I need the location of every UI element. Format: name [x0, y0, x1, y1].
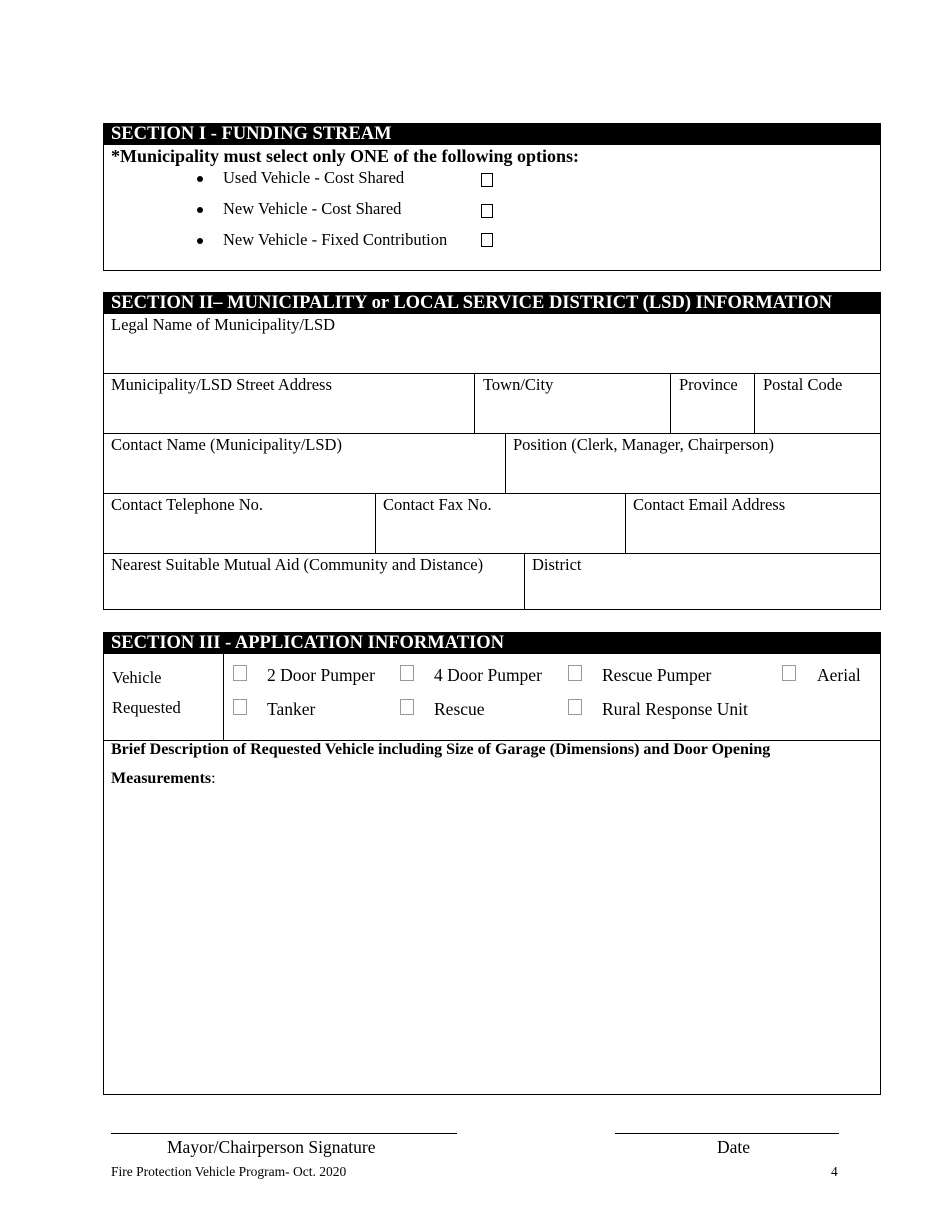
vehicle-label: Vehicle [112, 668, 162, 687]
footer-page-number: 4 [831, 1164, 838, 1179]
mutual-aid-field[interactable] [104, 576, 523, 609]
legal-name-label: Legal Name of Municipality/LSD [111, 315, 336, 334]
bullet-icon [197, 238, 203, 244]
telephone-label: Contact Telephone No. [111, 495, 264, 514]
town-city-field[interactable] [475, 396, 670, 433]
funding-option-used-cost-shared-checkbox[interactable] [481, 173, 493, 187]
description-label-line1: Brief Description of Requested Vehicle including Size of Garage (Dimensions) and Door Opening [111, 741, 771, 758]
section1-instruction: *Municipality must select only ONE of the following options: [111, 146, 580, 166]
vehicle-rescue-pumper-checkbox[interactable] [568, 665, 582, 681]
section1-header: SECTION I - FUNDING STREAM [103, 123, 881, 145]
funding-option-label: New Vehicle - Cost Shared [223, 199, 402, 218]
section3-header: SECTION III - APPLICATION INFORMATION [103, 632, 881, 654]
funding-option-new-fixed-contribution-checkbox[interactable] [481, 233, 493, 247]
vehicle-tanker-checkbox[interactable] [233, 699, 247, 715]
vehicle-type-label: Rescue [434, 699, 485, 719]
description-label-line2 [111, 770, 216, 788]
mutual-aid-label: Nearest Suitable Mutual Aid (Community and Distance) [111, 555, 484, 574]
postal-code-label: Postal Code [763, 375, 843, 394]
bullet-icon [197, 207, 203, 213]
contact-name-field[interactable] [104, 456, 504, 493]
province-label: Province [679, 375, 738, 394]
town-city-label: Town/City [483, 375, 554, 394]
fax-label: Contact Fax No. [383, 495, 492, 514]
position-label: Position (Clerk, Manager, Chairperson) [513, 435, 774, 454]
district-field[interactable] [525, 576, 880, 609]
district-label: District [532, 555, 582, 574]
funding-option-label: New Vehicle - Fixed Contribution [223, 230, 448, 249]
vehicle-type-label: Rescue Pumper [602, 665, 712, 685]
description-colon: : [211, 770, 216, 787]
section2-header: SECTION II– MUNICIPALITY or LOCAL SERVICE DISTRICT (LSD) INFORMATION [103, 292, 881, 314]
vehicle-rescue-checkbox[interactable] [400, 699, 414, 715]
divider [223, 654, 224, 740]
bullet-icon [197, 176, 203, 182]
funding-option-label: Used Vehicle - Cost Shared [223, 168, 405, 187]
divider [103, 433, 881, 434]
mayor-signature-label: Mayor/Chairperson Signature [167, 1137, 376, 1157]
vehicle-type-label: Aerial [817, 665, 861, 685]
footer-program: Fire Protection Vehicle Program- Oct. 2020 [111, 1164, 347, 1179]
funding-option-new-cost-shared-checkbox[interactable] [481, 204, 493, 218]
telephone-field[interactable] [104, 516, 374, 553]
fax-field[interactable] [376, 516, 624, 553]
email-label: Contact Email Address [633, 495, 786, 514]
legal-name-field[interactable] [104, 336, 880, 373]
vehicle-type-label: Tanker [267, 699, 316, 719]
postal-code-field[interactable] [755, 396, 880, 433]
position-field[interactable] [506, 456, 880, 493]
contact-name-label: Contact Name (Municipality/LSD) [111, 435, 342, 454]
vehicle-4-door-pumper-checkbox[interactable] [400, 665, 414, 681]
date-line[interactable] [615, 1133, 839, 1134]
description-label-bold: Measurements [111, 770, 212, 787]
vehicle-2-door-pumper-checkbox[interactable] [233, 665, 247, 681]
vehicle-rural-response-unit-checkbox[interactable] [568, 699, 582, 715]
street-address-label: Municipality/LSD Street Address [111, 375, 332, 394]
vehicle-type-label: 4 Door Pumper [434, 665, 542, 685]
email-field[interactable] [626, 516, 880, 553]
divider [103, 553, 881, 554]
divider [103, 373, 881, 374]
requested-label: Requested [112, 698, 181, 717]
divider [103, 493, 881, 494]
street-address-field[interactable] [104, 396, 474, 433]
vehicle-type-label: Rural Response Unit [602, 699, 748, 719]
vehicle-aerial-checkbox[interactable] [782, 665, 796, 681]
description-textarea[interactable] [104, 795, 880, 1093]
vehicle-type-label: 2 Door Pumper [267, 665, 375, 685]
mayor-signature-line[interactable] [111, 1133, 457, 1134]
province-field[interactable] [671, 396, 754, 433]
date-label: Date [717, 1137, 751, 1157]
